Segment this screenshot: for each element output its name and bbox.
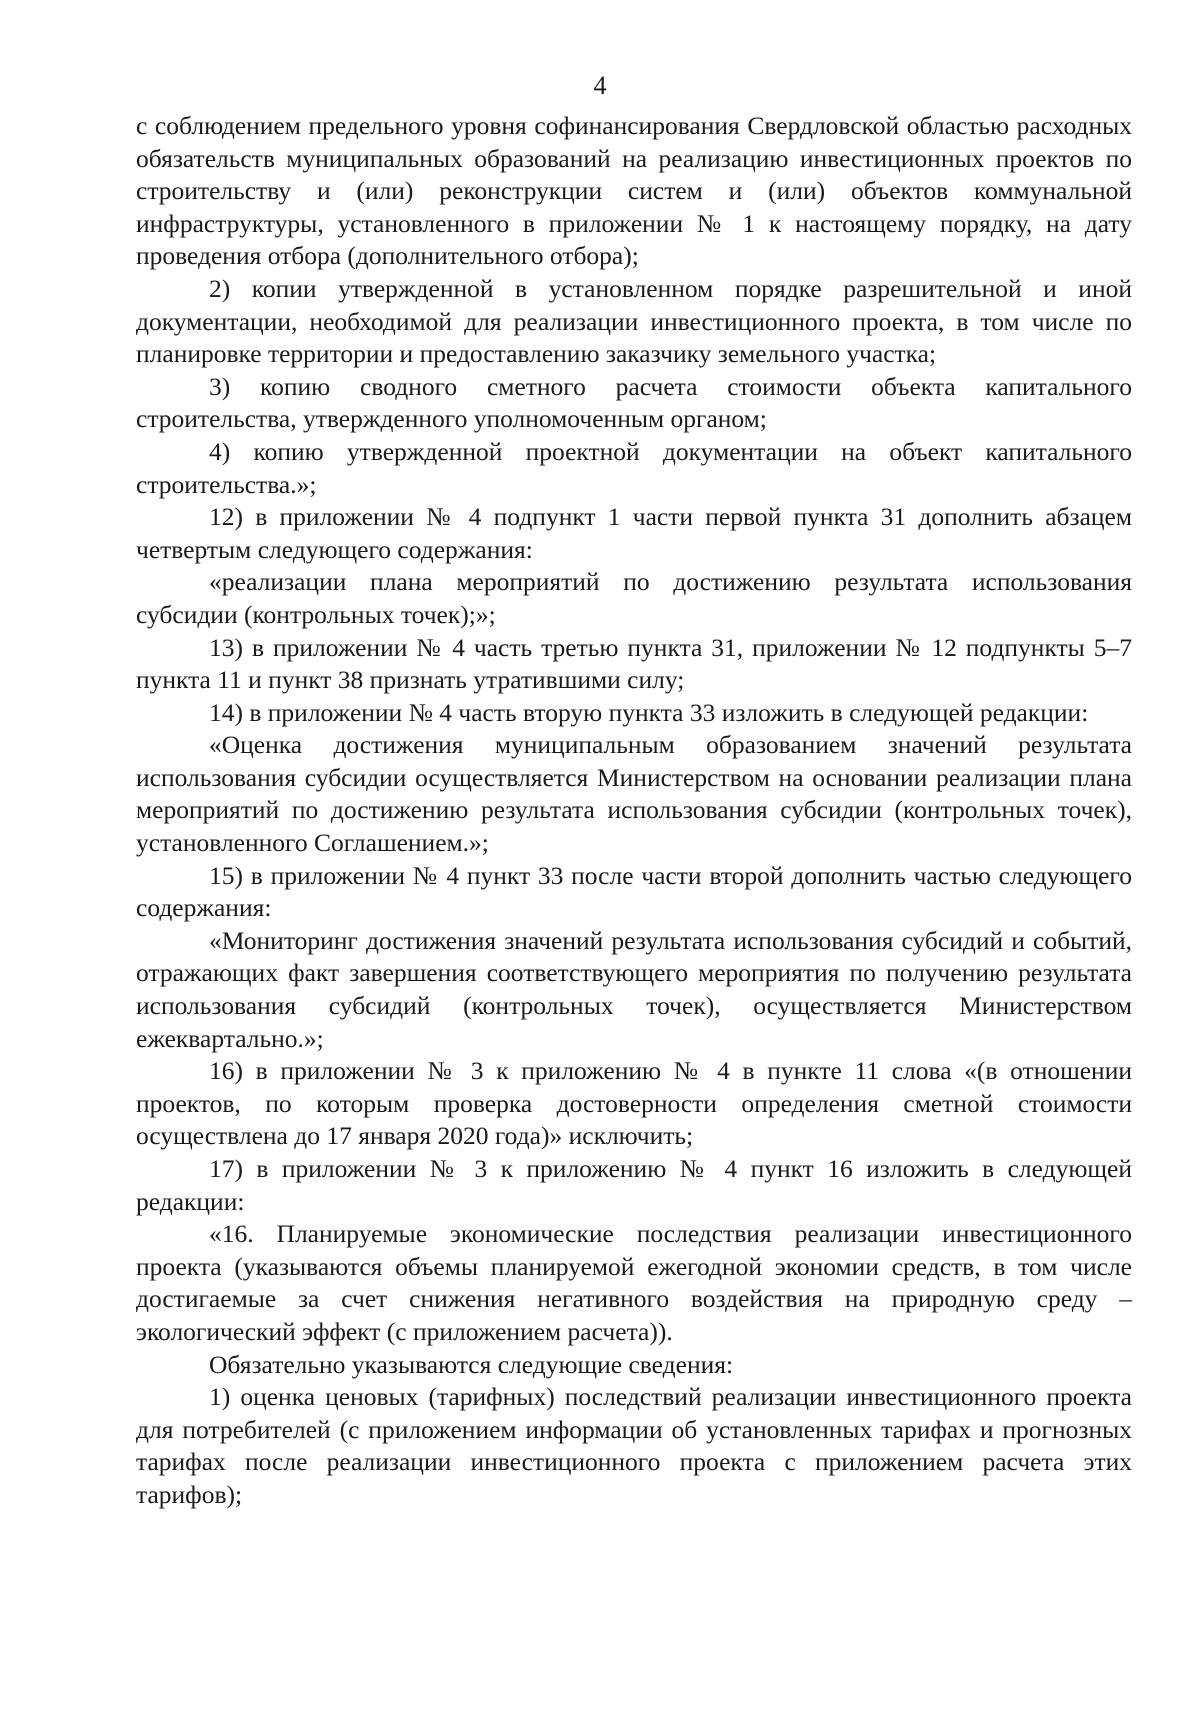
paragraph: 1) оценка ценовых (тарифных) последствий реализации инвестиционного проекта для потребителей (с приложением информации об установленных тарифах и прогнозных тарифах после реализации инвестиционного проекта с приложением расчета этих тарифов); [136, 1382, 1132, 1509]
paragraph: 3) копию сводного сметного расчета стоимости объекта капитального строительства, утвержденного уполномоченным органом; [136, 371, 1132, 434]
paragraph: «Оценка достижения муниципальным образованием значений результата использования субсидии осуществляется Министерством на основании реализации плана мероприятий по достижению результата использования субсидии (контрольных точек), установленного Соглашением.»; [136, 730, 1132, 858]
paragraph: 13) в приложении № 4 часть третью пункта 31, приложении № 12 подпункты 5–7 пункта 11 и пункт 38 признать утратившими силу; [136, 632, 1132, 695]
paragraph: «16. Планируемые экономические последствия реализации инвестиционного проекта (указываются объемы планируемой ежегодной экономии средств, в том числе достигаемые за счет снижения негативного воздействия на природную среду – экологический эффект (с приложением расчета)). [136, 1219, 1132, 1346]
paragraph: 12) в приложении № 4 подпункт 1 части первой пункта 31 дополнить абзацем четвертым следующего содержания: [136, 502, 1132, 564]
paragraph: «реализации плана мероприятий по достижению результата использования субсидии (контрольных точек);»; [136, 567, 1132, 629]
paragraph: Обязательно указываются следующие сведения: [209, 1349, 734, 1379]
paragraph: 14) в приложении № 4 часть вторую пункта 33 изложить в следующей редакции: [209, 697, 1089, 727]
page-number: 4 [593, 71, 607, 100]
paragraph: 4) копию утвержденной проектной документации на объект капитального строительства.»; [136, 436, 1132, 499]
paragraph: 15) в приложении № 4 пункт 33 после части второй дополнить частью следующего содержания: [136, 860, 1132, 923]
paragraph: с соблюдением предельного уровня софинансирования Свердловской областью расходных обязательств муниципальных образований на реализацию инвестиционных проектов по строительству и (или) реконструкции систем и (или) объектов коммунальной инфраструктуры, установленного в приложении № 1 к настоящему порядку, на дату проведения отбора (дополнительного отбора); [136, 111, 1132, 271]
paragraph: 16) в приложении № 3 к приложению № 4 в пункте 11 слова «(в отношении проектов, по которым проверка достоверности определения сметной стоимости осуществлена до 17 января 2020 года)» исключить; [136, 1056, 1132, 1151]
paragraph: «Мониторинг достижения значений результата использования субсидий и событий, отражающих факт завершения соответствующего мероприятия по получению результата использования субсидий (контрольных точек), осуществляется Министерством ежеквартально.»; [136, 925, 1132, 1053]
document-body [136, 110, 1132, 1512]
paragraph: 2) копии утвержденной в установленном порядке разрешительной и иной документации, необходимой для реализации инвестиционного проекта, в том числе по планировке территории и предоставлению заказчику земельного участка; [136, 273, 1132, 369]
paragraph: 17) в приложении № 3 к приложению № 4 пункт 16 изложить в следующей редакции: [136, 1154, 1132, 1216]
